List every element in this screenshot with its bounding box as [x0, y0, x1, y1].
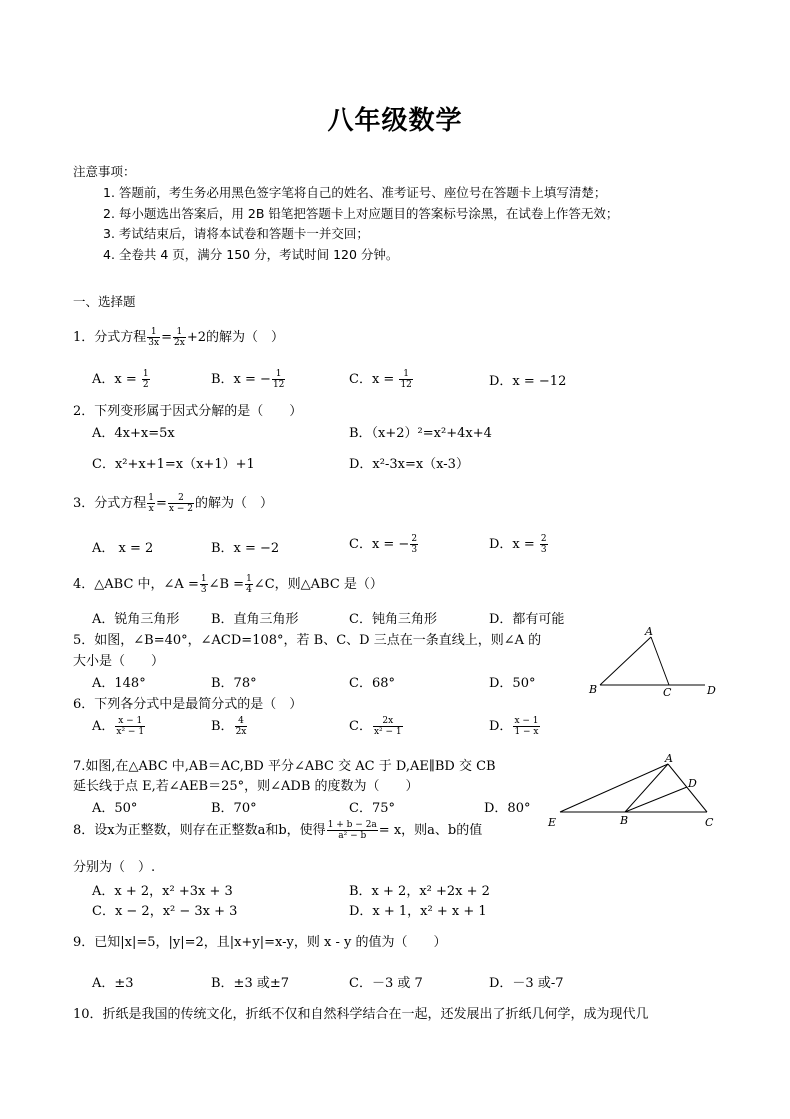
label-e: E	[548, 816, 557, 829]
label-a: A	[665, 752, 673, 765]
q3-option-c: C．x = − $\frac{2}{3}$	[349, 534, 418, 555]
q8-option-d: D．x + 1，x² + x + 1	[349, 904, 487, 919]
q1-option-b: B．x = − $\frac{1}{12}$	[211, 369, 285, 390]
notice-item: 1. 答题前，考生务必用黑色签字笔将自己的姓名、准考证号、座位号在答题卡上填写清楚；	[103, 185, 607, 200]
q9-option-a: A．±3	[92, 976, 134, 991]
q7-option-d: D．80°	[484, 801, 531, 816]
label-d: D	[707, 684, 716, 697]
q9-option-b: B．±3 或±7	[211, 976, 290, 991]
q3-option-b: B．x = −2	[211, 541, 280, 556]
page-title: 八年级数学	[327, 106, 463, 136]
q5-option-c: C．68°	[349, 676, 395, 691]
q3-option-a: A． x = 2	[92, 541, 154, 556]
q5-option-a: A．148°	[92, 676, 146, 691]
q2-option-a: A．4x+x=5x	[92, 426, 175, 441]
q9-option-d: D．－3 或-7	[489, 976, 564, 991]
notice-heading: 注意事项：	[73, 164, 136, 179]
question-1-stem: 1．分式方程 $\frac{1}{3x}$ = $\frac{1}{2x}$ +2的解为（ ）	[73, 327, 284, 348]
fraction: $\frac{1}{2x}$	[174, 327, 185, 348]
notice-item: 2. 每小题选出答案后，用 2B 铅笔把答题卡上对应题目的答案标号涂黑，在试卷上作答无效；	[103, 206, 619, 221]
question-6-stem: 6．下列各分式中是最简分式的是（ ）	[73, 697, 303, 712]
label-b: B	[620, 814, 629, 827]
notice-item: 4. 全卷共 4 页，满分 150 分，考试时间 120 分钟。	[103, 247, 399, 262]
section-heading: 一、选择题	[73, 294, 136, 309]
label-c: C	[663, 686, 672, 699]
q5-triangle-figure	[585, 625, 725, 700]
q2-option-c: C．x²+x+1=x（x+1）+1	[92, 457, 255, 472]
q7-option-b: B．70°	[211, 801, 257, 816]
q1-option-d: D．x = −12	[489, 374, 567, 389]
segment-ac	[651, 637, 669, 685]
question-8-stem-line2: 分别为（ ）.	[73, 860, 156, 875]
segment-ea	[560, 764, 668, 812]
label-d: D	[688, 777, 697, 790]
q4-option-b: B．直角三角形	[211, 612, 299, 627]
q7-option-a: A．50°	[92, 801, 138, 816]
question-3-stem: 3．分式方程 $\frac{1}{x}$ = $\frac{2}{x - 2}$ 的解为（ ）	[73, 493, 274, 514]
q8-option-a: A．x + 2，x² +3x + 3	[92, 884, 233, 899]
fraction: $\frac{1}{3x}$	[148, 327, 160, 348]
question-7-stem-line2: 延长线于点 E,若∠AEB＝25°，则∠ADB 的度数为（ ）	[73, 779, 419, 794]
question-10-stem: 10．折纸是我国的传统文化，折纸不仅和自然科学结合在一起，还发展出了折纸几何学，成为现代几	[73, 1007, 649, 1022]
notice-item: 3. 考试结束后，请将本试卷和答题卡一并交回；	[103, 226, 369, 241]
q2-option-d: D．x²-3x=x（x-3）	[349, 457, 469, 472]
segment-bd	[625, 787, 687, 812]
q5-option-b: B．78°	[211, 676, 257, 691]
segment-ab	[600, 637, 651, 685]
q7-option-c: C．75°	[349, 801, 395, 816]
question-7-stem-line1: 7.如图,在△ABC 中,AB＝AC,BD 平分∠ABC 交 AC 于 D,AE∥BD 交 CB	[73, 759, 496, 774]
q6-option-c: C． $\frac{2x}{\text{x² − 1}}$	[349, 716, 402, 737]
question-8-stem-line1: 8．设x为正整数，则存在正整数a和b，使得 $\frac{1 + b - 2a}{\text{a² − b}}$ = x，则a、b的值	[73, 820, 483, 841]
label-b: B	[589, 683, 598, 696]
question-9-stem: 9．已知|x|=5，|y|=2，且|x+y|=x-y，则 x - y 的值为（ ）	[73, 935, 447, 950]
q1-option-a: A．x = $\frac{1}{2}$	[92, 369, 149, 390]
q1-pre: 1．分式方程	[73, 330, 147, 345]
q6-option-d: D． $\frac{x - 1}{1 - x}$	[489, 716, 539, 737]
q7-triangle-figure	[540, 752, 725, 832]
q9-option-c: C．－3 或 7	[349, 976, 423, 991]
q6-option-a: A． $\frac{x - 1}{\text{x² − 1}}$	[92, 716, 145, 737]
q4-option-c: C．钝角三角形	[349, 612, 437, 627]
q4-option-d: D．都有可能	[489, 612, 565, 627]
question-4-stem: 4．△ABC 中，∠A = $\frac{1}{3}$ ∠B = $\frac{1}{4}$ ∠C，则△ABC 是（）	[73, 574, 383, 595]
q8-option-c: C．x − 2，x² − 3x + 3	[92, 904, 238, 919]
segment-ba	[625, 764, 668, 812]
q3-option-d: D．x = $\frac{2}{3}$	[489, 534, 547, 555]
label-a: A	[645, 625, 653, 638]
q2-option-b: B．（x+2）²=x²+4x+4	[349, 426, 492, 441]
q8-option-b: B．x + 2，x² +2x + 2	[349, 884, 490, 899]
question-2-stem: 2．下列变形属于因式分解的是（ ）	[73, 404, 303, 419]
label-c: C	[705, 816, 714, 829]
question-5-stem-line1: 5．如图，∠B=40°，∠ACD=108°，若 B、C、D 三点在一条直线上，则∠A 的	[73, 633, 542, 648]
question-5-stem-line2: 大小是（ ）	[73, 654, 165, 669]
q6-option-b: B． $\frac{4}{2x}$	[211, 716, 247, 737]
q1-option-c: C．x = $\frac{1}{12}$	[349, 369, 412, 390]
q4-option-a: A．锐角三角形	[92, 612, 180, 627]
q5-option-d: D．50°	[489, 676, 536, 691]
